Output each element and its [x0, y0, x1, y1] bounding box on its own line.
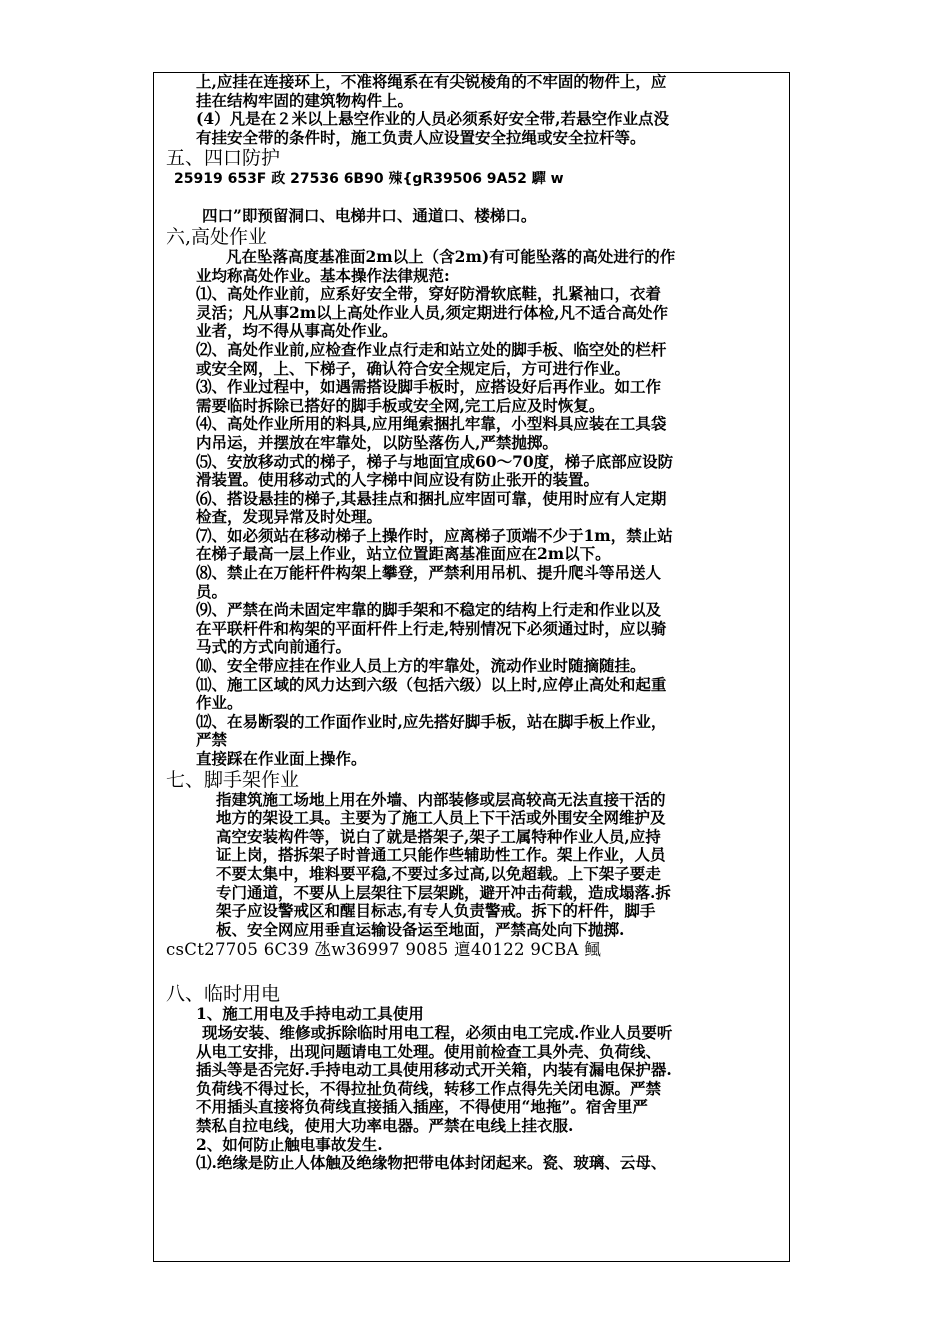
item-line: 员。	[196, 581, 228, 601]
text-line: 不用插头直接将负荷线直接插入插座，不得使用“地拖”。宿舍里严	[196, 1097, 648, 1117]
text-line: 高空安装构件等，说白了就是搭架子,架子工属特种作业人员,应持	[216, 826, 661, 846]
text-line: 现场安装、维修或拆除临时用电工程，必须由电工完成.作业人员要听	[202, 1022, 673, 1042]
text-line: 专门通道，不要从上层架往下层架跳，避开冲击荷载，造成塌落.拆	[216, 882, 671, 902]
text-line: 板、安全网应用垂直运输设备运至地面，严禁高处向下抛掷.	[216, 919, 625, 939]
text-line: 不要太集中，堆料要平稳,不要过多过高,以免超载。上下架子要走	[216, 863, 661, 883]
intro-line: 凡在坠落高度基准面2m以上（含2m)有可能坠落的高处进行的作	[226, 246, 676, 266]
item-line: 需要临时拆除已搭好的脚手板或安全网,完工后应及时恢复。	[196, 395, 605, 415]
item-line: 在平联杆件和构架的平面杆件上行走,特别情况下必须通过时，应以骑	[196, 618, 667, 638]
intro-line: 业均称高处作业。基本操作法律规范:	[196, 265, 450, 285]
text-line: 负荷线不得过长，不得拉扯负荷线，转移工作点得先关闭电源。严禁	[196, 1078, 662, 1098]
list-item	[166, 378, 786, 415]
item-line: 严禁	[196, 730, 228, 750]
section-heading-8: 八、临时用电	[166, 983, 281, 1006]
list-item	[166, 564, 786, 601]
section-heading-5: 五、四口防护	[166, 147, 281, 170]
text-line: 插头等是否完好.手持电动工具使用移动式开关箱，内装有漏电保护器.	[196, 1060, 672, 1080]
item-line: ⑼、严禁在尚未固定牢靠的脚手架和不稳定的结构上行走和作业以及	[196, 600, 662, 620]
item-line: ⑺、如必须站在移动梯子上操作时，应离梯子顶端不少于1m，禁止站	[196, 525, 673, 545]
text-line: 挂在结构牢固的建筑物构件上。	[196, 90, 414, 110]
item-line: 检查，发现异常及时处理。	[196, 507, 383, 527]
list-item	[166, 601, 786, 657]
text-line: (4）凡是在２米以上悬空作业的人员必须系好安全带,若悬空作业点没	[196, 109, 670, 129]
item-line: 业者，均不得从事高处作业。	[196, 321, 398, 341]
item-line: ⑶、作业过程中，如遇需搭设脚手板时，应搭设好后再作业。如工作	[196, 377, 662, 397]
item-line: ⑹、搭设悬挂的梯子,其悬挂点和捆扎应牢固可靠，使用时应有人定期	[196, 488, 667, 508]
text-line: 有挂安全带的条件时，施工负责人应设置安全拉绳或安全拉杆等。	[196, 127, 646, 147]
section-heading-7: 七、脚手架作业	[166, 768, 300, 791]
item-line: ⑵、高处作业前,应检查作业点行走和站立处的脚手板、临空处的栏杆	[196, 339, 667, 359]
list-item	[166, 341, 786, 378]
text-line: 禁私自拉电线，使用大功率电器。严禁在电线上挂衣服.	[196, 1115, 574, 1135]
spacer	[166, 961, 786, 983]
text-line: 指建筑施工场地上用在外墙、内部装修或层高较高无法直接干活的	[216, 789, 666, 809]
item-line: 作业。	[196, 693, 243, 713]
list-item	[166, 657, 786, 676]
document-body	[166, 73, 786, 1173]
text-line: 上,应挂在连接环上，不准将绳系在有尖锐棱角的不牢固的物件上，应	[196, 72, 667, 91]
item-line: ⑿、在易断裂的工作面作业时,应先搭好脚手板，站在脚手板上作业，	[196, 711, 667, 731]
text-line: 架子应设警戒区和醒目标志,有专人负责警戒。拆下的杆件，脚手	[216, 901, 656, 921]
list-item	[166, 415, 786, 452]
text-line: 地方的架设工具。主要为了施工人员上下干活或外围安全网维护及	[216, 808, 666, 828]
item-line: ⑾、施工区域的风力达到六级（包括六级）以上时,应停止高处和起重	[196, 674, 667, 694]
subheading: 2、如何防止触电事故发生.	[196, 1134, 383, 1154]
list-item	[166, 285, 786, 341]
section-6-items	[166, 285, 786, 768]
item-line: ⑻、禁止在万能杆件构架上攀登，严禁利用吊机、提升爬斗等吊送人	[196, 563, 662, 583]
item-line: ⑷、高处作业所用的料具,应用绳索捆扎牢靠，小型料具应装在工具袋	[196, 414, 667, 434]
list-item	[166, 527, 786, 564]
item-line: ⑴、高处作业前，应系好安全带，穿好防滑软底鞋，扎紧袖口，衣着	[196, 284, 662, 304]
list-item	[166, 713, 786, 769]
item-line: 滑装置。使用移动式的人字梯中间应设有防止张开的装置。	[196, 470, 600, 490]
item-line: 直接踩在作业面上操作。	[196, 749, 367, 768]
list-item	[166, 490, 786, 527]
item-line: 内吊运，并摆放在牢靠处，以防坠落伤人,严禁抛掷。	[196, 432, 558, 452]
garbled-text: csCt27705 6C39 氹w36997 9085 邅40122 9CBA 鲺	[166, 940, 602, 960]
subheading: 1、施工用电及手持电动工具使用	[196, 1004, 424, 1024]
list-item	[166, 453, 786, 490]
text-line: 四口”即预留洞口、电梯井口、通道口、楼梯口。	[202, 206, 537, 226]
spacer	[166, 189, 786, 207]
garbled-text: 25919 653F 政 27536 6B90 殐{gR39506 9A52 驒 w	[174, 171, 564, 188]
section-8-para	[166, 1024, 786, 1136]
item-line: 在梯子最高一层上作业，站立位置距离基准面应在2m以下。	[196, 544, 611, 564]
text-line: 证上岗，搭拆架子时普通工只能作些辅助性工作。架上作业，人员	[216, 845, 666, 865]
section-heading-6: 六,高处作业	[166, 225, 268, 248]
text-line: ⑴.绝缘是防止人体触及绝缘物把带电体封闭起来。瓷、玻璃、云母、	[196, 1153, 667, 1173]
section-4-tail	[166, 73, 786, 147]
item-line: 马式的方式向前通行。	[196, 637, 352, 657]
item-line: ⑸、安放移动式的梯子，梯子与地面宜成60～70度，梯子底部应设防	[196, 451, 674, 471]
item-line: 或安全网，上、下梯子，确认符合安全规定后，方可进行作业。	[196, 358, 631, 378]
item-line: ⑽、安全带应挂在作业人员上方的牢靠处，流动作业时随摘随挂。	[196, 656, 646, 676]
section-7-body	[166, 791, 786, 940]
item-line: 灵活；凡从事2m以上高处作业人员,须定期进行体检,凡不适合高处作	[196, 302, 668, 322]
text-line: 从电工安排，出现问题请电工处理。使用前检查工具外壳、负荷线、	[196, 1041, 662, 1061]
list-item	[166, 676, 786, 713]
